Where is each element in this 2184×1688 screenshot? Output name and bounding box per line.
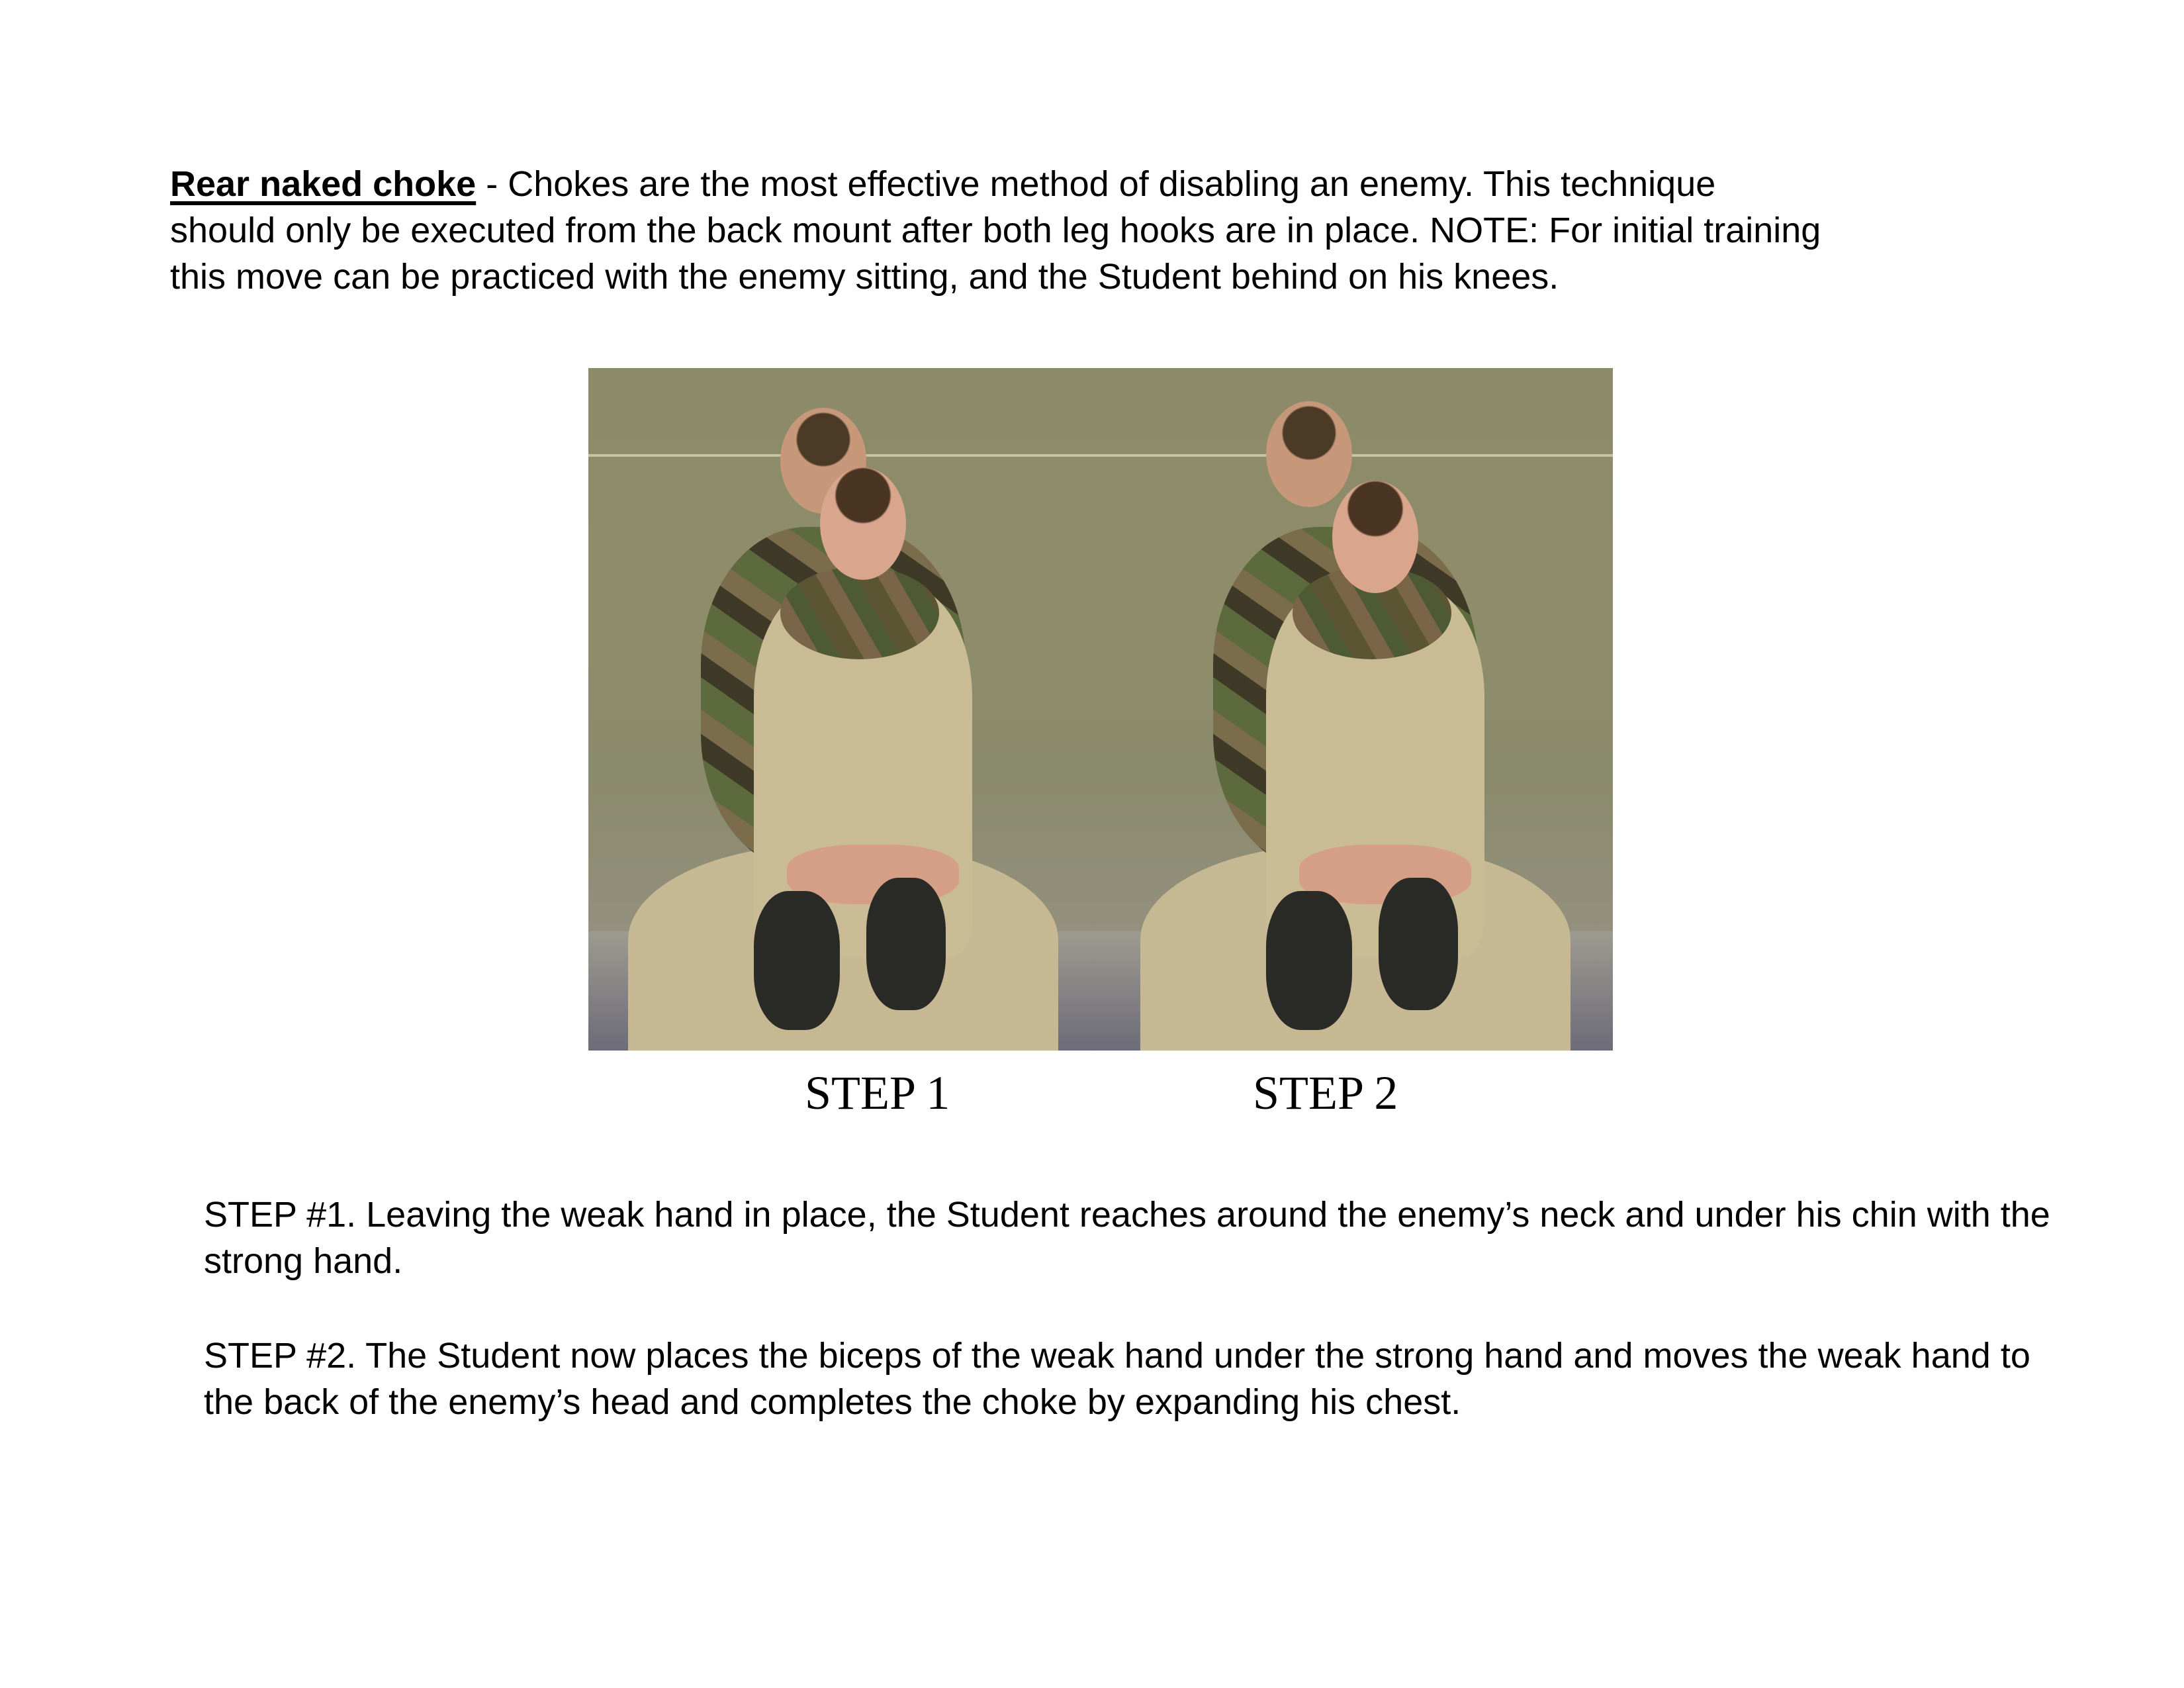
intro-paragraph [170, 161, 1825, 300]
technique-title: Rear naked choke [170, 164, 477, 204]
step-2-text: STEP #2. The Student now places the biceps of the weak hand under the strong hand and moves the weak hand to the back of the enemy’s head and completes the choke by expanding his chest. [204, 1336, 2030, 1422]
step-2-photo [1101, 368, 1613, 1051]
step-2-caption: STEP 2 [1253, 1066, 1398, 1119]
intro-text: - Chokes are the most effective method of disabling an enemy. This technique should only be executed from the back mount after both leg hooks are in place. NOTE: For initial training this move can be practiced with the enemy sitting, and the Student behind on his knees. [170, 164, 1821, 297]
step-1-text: STEP #1. Leaving the weak hand in place, the Student reaches around the enemy’s neck and under his chin with the strong hand. [204, 1195, 2050, 1281]
step-1-photo [588, 368, 1101, 1051]
step-1-caption: STEP 1 [805, 1066, 950, 1119]
technique-photo [588, 368, 1613, 1051]
